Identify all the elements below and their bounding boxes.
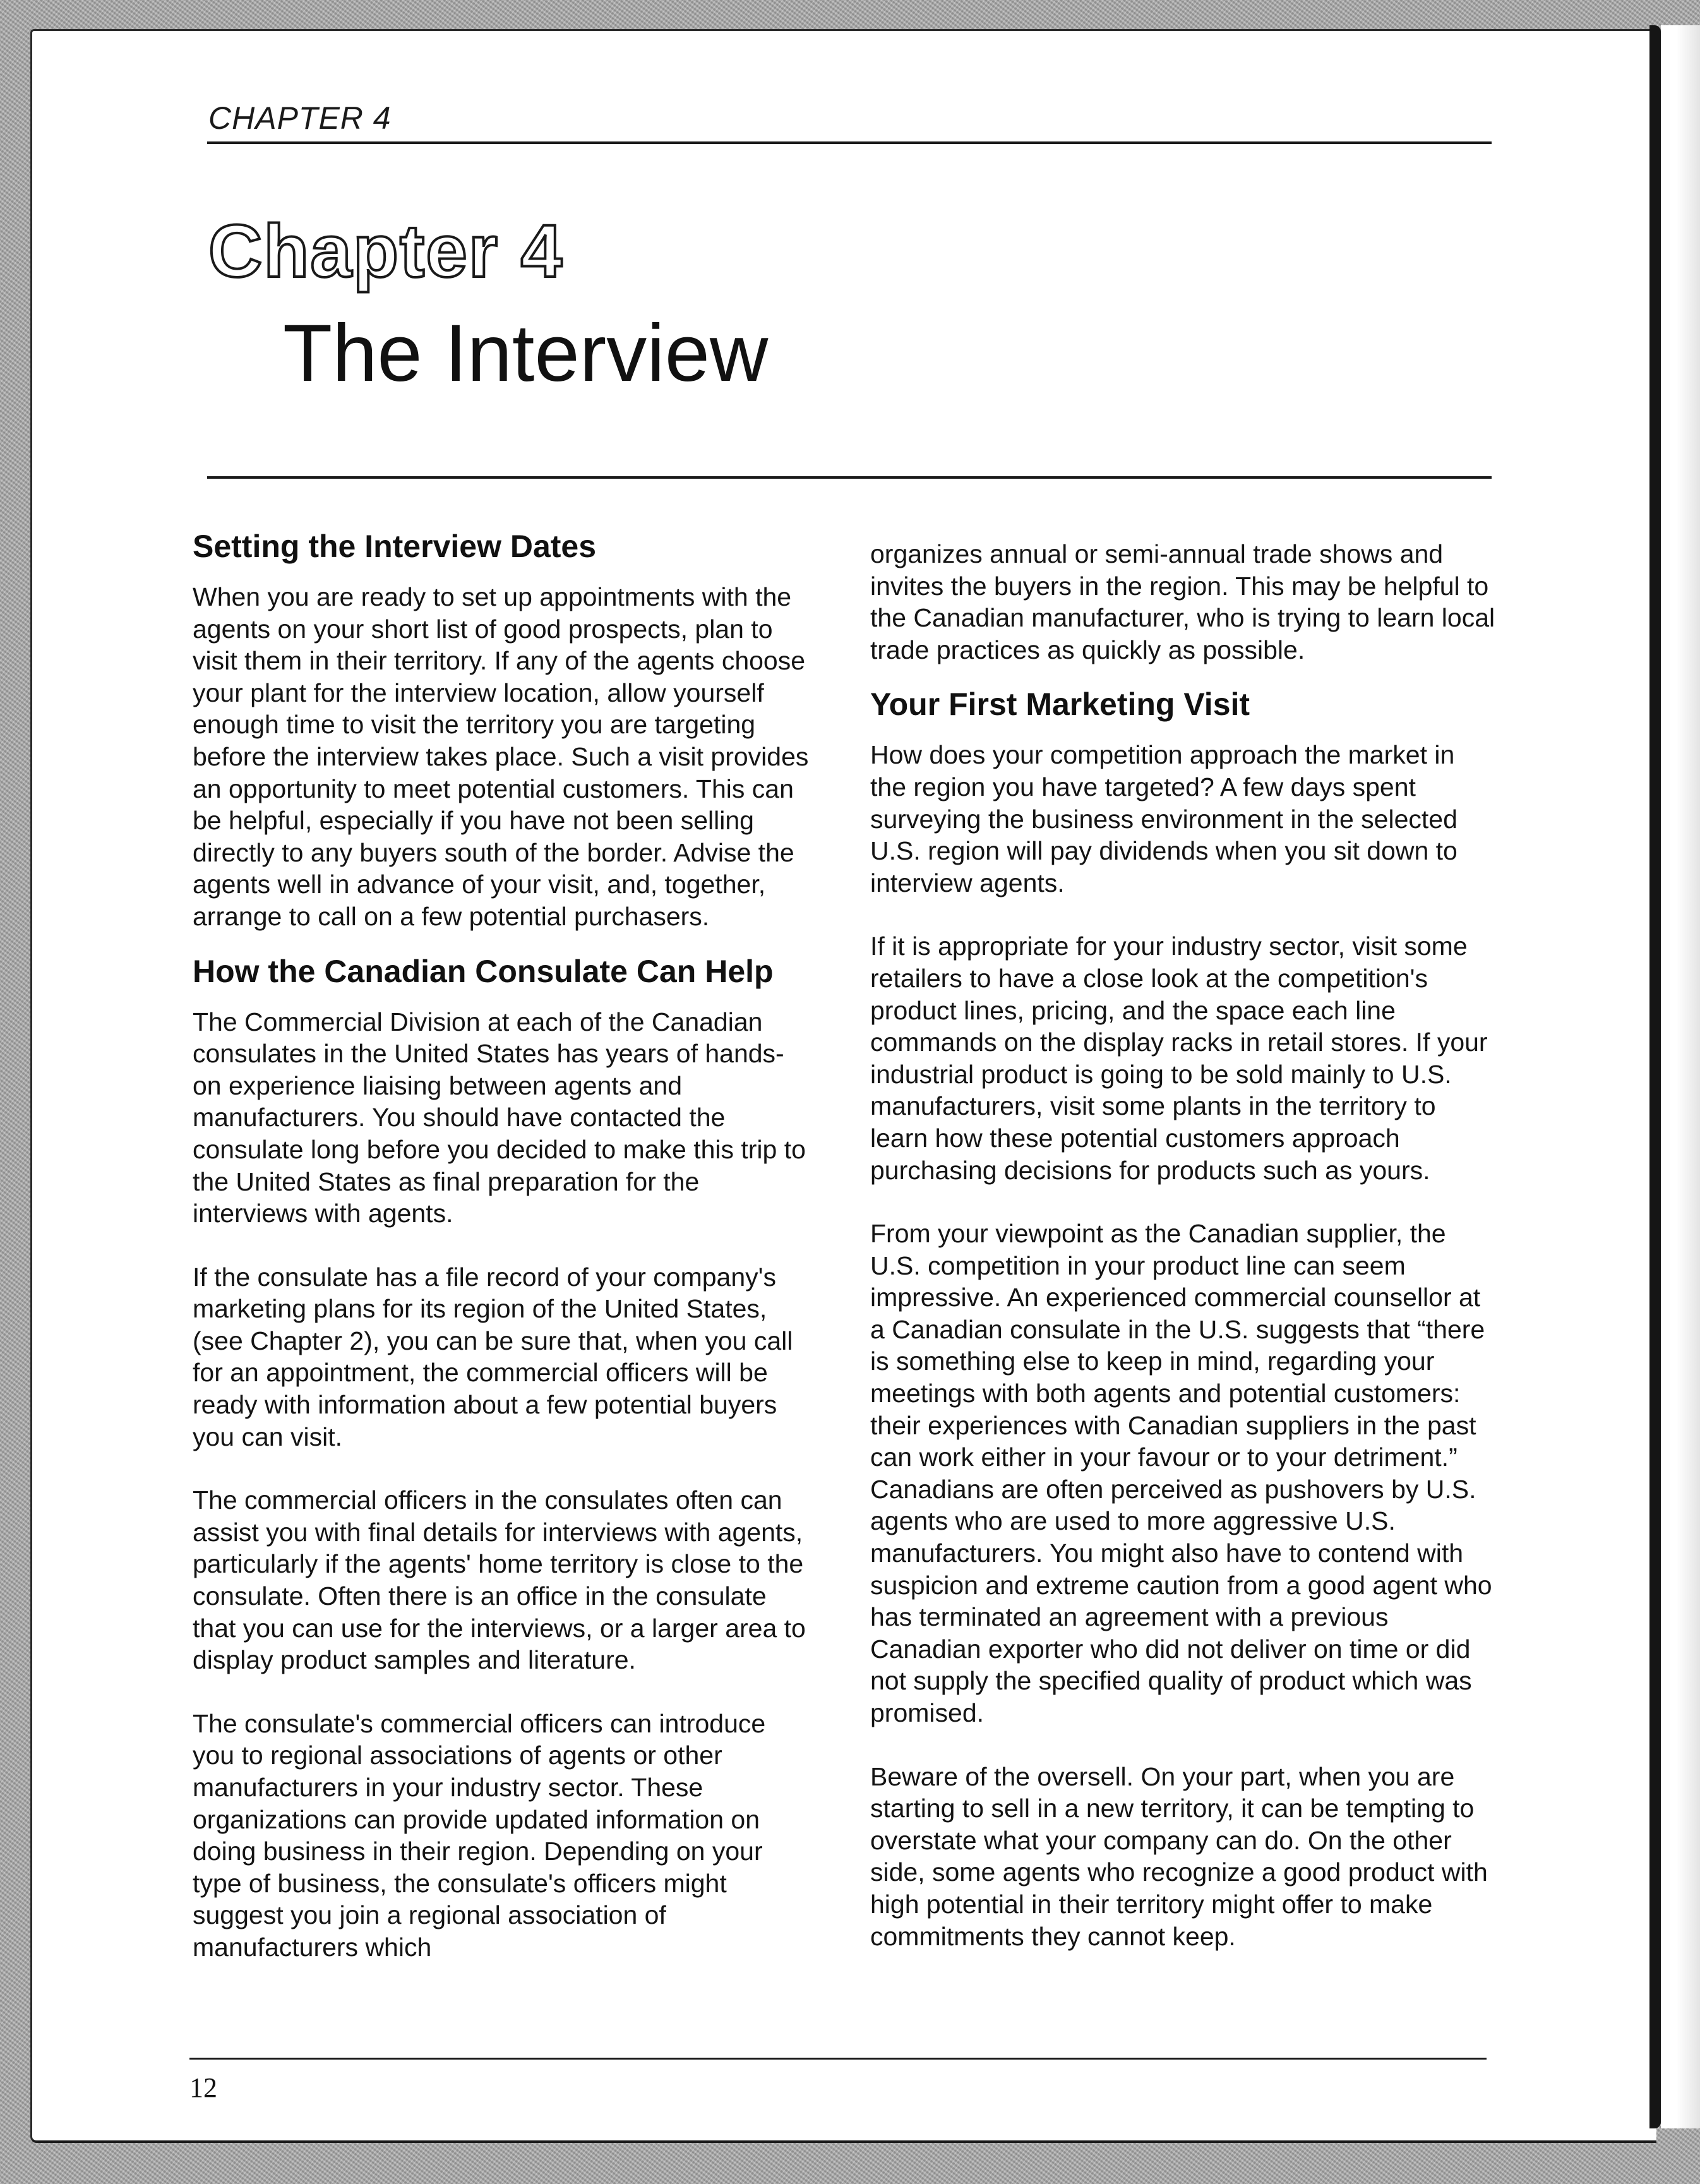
facing-page-edge (1661, 25, 1700, 2128)
page-number: 12 (189, 2072, 217, 2103)
right-column (870, 538, 1495, 1984)
title-rule (207, 476, 1492, 479)
section-heading-consulate-help: How the Canadian Consulate Can Help (193, 953, 774, 989)
left-column (193, 527, 811, 1995)
footer-rule (189, 2058, 1487, 2060)
header-rule (207, 141, 1492, 144)
paragraph: organizes annual or semi-annual trade shows and invites the buyers in the region. This may be helpful to the Canadian manufacturer, who is trying to learn local trade practices as quickly as possible. (870, 539, 1495, 664)
paragraph: When you are ready to set up appointments with the agents on your short list of good prospects, plan to visit them in their territory. If any of the agents choose your plant for the interview location, allow yourself enough time to visit the territory you are targeting before the interview takes place. Such a visit provides an opportunity to meet potential customers. This can be helpful, especially if you have not been selling directly to any buyers south of the border. Advise the agents well in advance of your visit, and, together, arrange to call on a few potential purchasers. (193, 582, 809, 931)
paragraph: If the consulate has a file record of your company's marketing plans for its region of the United States, (see Chapter 2), you can be sure that, when you call for an appointment, the commercial officers will be ready with information about a few potential buyers you can visit. (193, 1262, 793, 1451)
paragraph: The commercial officers in the consulates often can assist you with final details for interviews with agents, particularly if the agents' home territory is close to the consulate. Often there is an office in the consulate that you can use for the interviews, or a larger area to display product samples and literature. (193, 1485, 806, 1675)
section-heading-interview-dates: Setting the Interview Dates (193, 529, 597, 564)
paragraph: The Commercial Division at each of the Canadian consulates in the United States has years of hands-on experience liaising between agents and manufacturers. You should have contacted the consulate long before you decided to make this trip to the United States as final preparation for the interviews with agents. (193, 1007, 806, 1228)
book-spine (1649, 25, 1661, 2128)
paragraph: How does your competition approach the market in the region you have targeted? A few days spent surveying the business environment in the selected U.S. region will pay dividends when you sit down to interview agents. (870, 740, 1458, 897)
chapter-label: Chapter 4 (208, 210, 564, 293)
paragraph: The consulate's commercial officers can introduce you to regional associations of agents or other manufacturers in your industry sector. These organizations can provide updated information on doing business in their region. Depending on your type of business, the consulate's officers might suggest you join a regional association of manufacturers which (193, 1708, 766, 1962)
paragraph: From your viewpoint as the Canadian supplier, the U.S. competition in your product line can seem impressive. An experienced commercial counsellor at a Canadian consulate in the U.S. suggests that “there is something else to keep in mind, regarding your meetings with both agents and potential customers: their experiences with Canadian suppliers in the past can work either in your favour or to your detriment.” Canadians are often perceived as pushovers by U.S. agents who are used to more aggressive U.S. manufacturers. You might also have to contend with suspicion and extreme caution from a good agent who has terminated an agreement with a previous Canadian exporter who did not deliver on time or did not supply the specified quality of product which was promised. (870, 1219, 1492, 1727)
paragraph: If it is appropriate for your industry sector, visit some retailers to have a close look at the competition's product lines, pricing, and the space each line commands on the display racks in retail stores. If your industrial product is going to be sold mainly to U.S. manufacturers, visit some plants in the territory to learn how these potential customers approach purchasing decisions for products such as yours. (870, 932, 1488, 1185)
paragraph: Beware of the oversell. On your part, when you are starting to sell in a new territory, it can be tempting to overstate what your company can do. On the other side, some agents who recognize a good product with high potential in their territory might offer to make commitments they cannot keep. (870, 1761, 1488, 1951)
running-head: CHAPTER 4 (208, 100, 392, 136)
chapter-title: The Interview (283, 308, 769, 399)
section-heading-first-marketing-visit: Your First Marketing Visit (870, 687, 1250, 723)
